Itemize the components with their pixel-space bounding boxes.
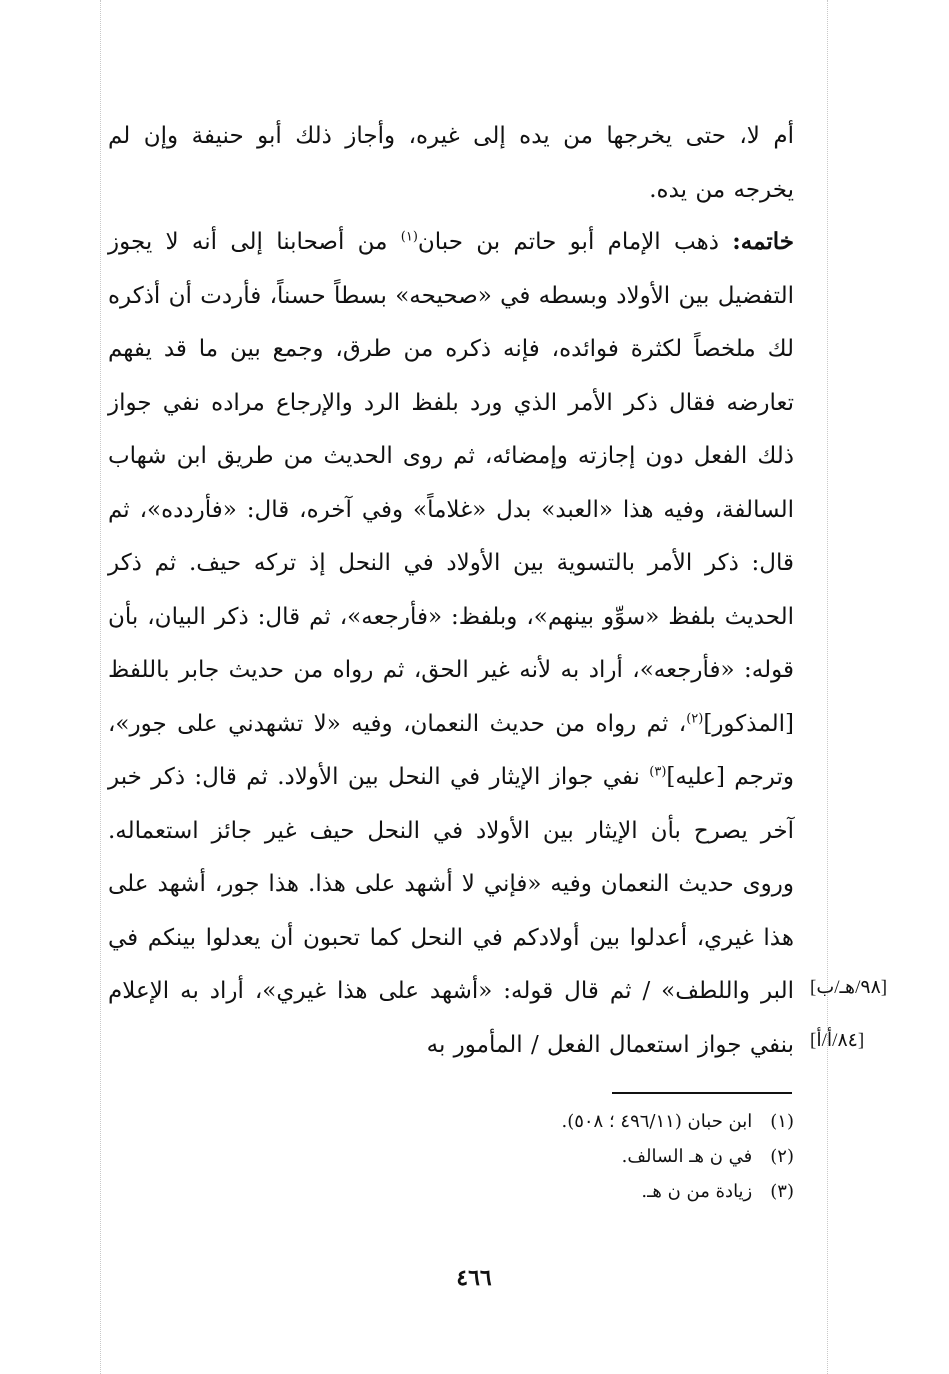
footnote-text: زيادة من ن هـ. — [641, 1181, 753, 1202]
footnote — [300, 1174, 794, 1209]
footnote-text: ابن حبان (٤٩٦/١١ ؛ ٥٠٨). — [561, 1111, 753, 1132]
footnote — [300, 1104, 794, 1139]
manuscript-margin-note: [٨٤/أ/أ] — [810, 1030, 865, 1051]
paragraph-text-part: نفي جواز الإيثار في النحل بين الأولاد. ثم قال: ذكر خبر آخر يصرح بأن الإيثار بين الأولاد في النحل حيف غير جائز استعماله. وروى حديث النعمان وفيه «فإني لا أشهد على هذا. هذا جور، أشهد على هذا غيري، أعدلوا بين أولادكم في النحل كما تحبون أن يعدلوا بينكم في البر واللطف» / ثم قال قوله: «أشهد على هذا غيري»، أراد به الإعلام بنفي جواز استعمال الفعل / المأمور به — [108, 764, 794, 1058]
conclusion-heading: خاتمه: — [732, 228, 794, 255]
paragraph-text: أم لا، حتى يخرجها من يده إلى غيره، وأجاز ذلك أبو حنيفة وإن لم يخرجه من يده. — [108, 123, 795, 203]
footnotes — [300, 1104, 794, 1209]
right-guide-line — [827, 0, 828, 1374]
paragraph-continuation — [108, 110, 794, 217]
paragraph-text-part: ذهب الإمام أبو حاتم بن حبان — [417, 229, 733, 255]
footnote-ref-3: (٣) — [649, 764, 667, 780]
left-guide-line — [100, 0, 101, 1374]
footnote-ref-1: (١) — [400, 229, 418, 245]
footnote-ref-2: (٢) — [686, 710, 704, 726]
footnote-text: في ن هـ السالف. — [621, 1146, 753, 1167]
manuscript-margin-note: [٩٨/هـ/ب] — [810, 977, 888, 998]
page-number: ٤٦٦ — [456, 1265, 492, 1291]
footnote-number: (٣) — [770, 1181, 794, 1202]
footnote-number: (١) — [770, 1111, 794, 1132]
footnote-separator — [612, 1092, 792, 1094]
footnote-number: (٢) — [770, 1146, 794, 1167]
paragraph-text-part: ، ثم رواه من حديث النعمان، وفيه «لا تشهدني على جور»، وترجم [عليه] — [108, 710, 795, 790]
footnote — [300, 1139, 794, 1174]
paragraph-conclusion — [108, 215, 794, 1072]
paragraph-text-part: من أصحابنا إلى أنه لا يجوز التفضيل بين الأولاد وبسطه في «صحيحه» بسطاً حسناً، فأردت أن أذكره لك ملخصاً لكثرة فوائده، فإنه ذكره من طرق، وجمع بين ما قد يفهم تعارضه فقال ذكر الأمر الذي ورد بلفظ الرد والإرجاع مراده نفي جواز ذلك الفعل دون إجازته وإمضائه، ثم روى الحديث من طريق ابن شهاب السالفة، وفيه هذا «العبد» بدل «غلاماً» وفي آخره، قال: «فأردده»، ثم قال: ذكر الأمر بالتسوية بين الأولاد في النحل إذ تركه حيف. ثم ذكر الحديث بلفظ «سوِّو بينهم»، وبلفظ: «فأرجعه»، ثم قال: ذكر البيان، بأن قوله: «فأرجعه»، أراد به لأنه غير الحق، ثم رواه من حديث جابر باللفظ [المذكور] — [108, 229, 794, 737]
